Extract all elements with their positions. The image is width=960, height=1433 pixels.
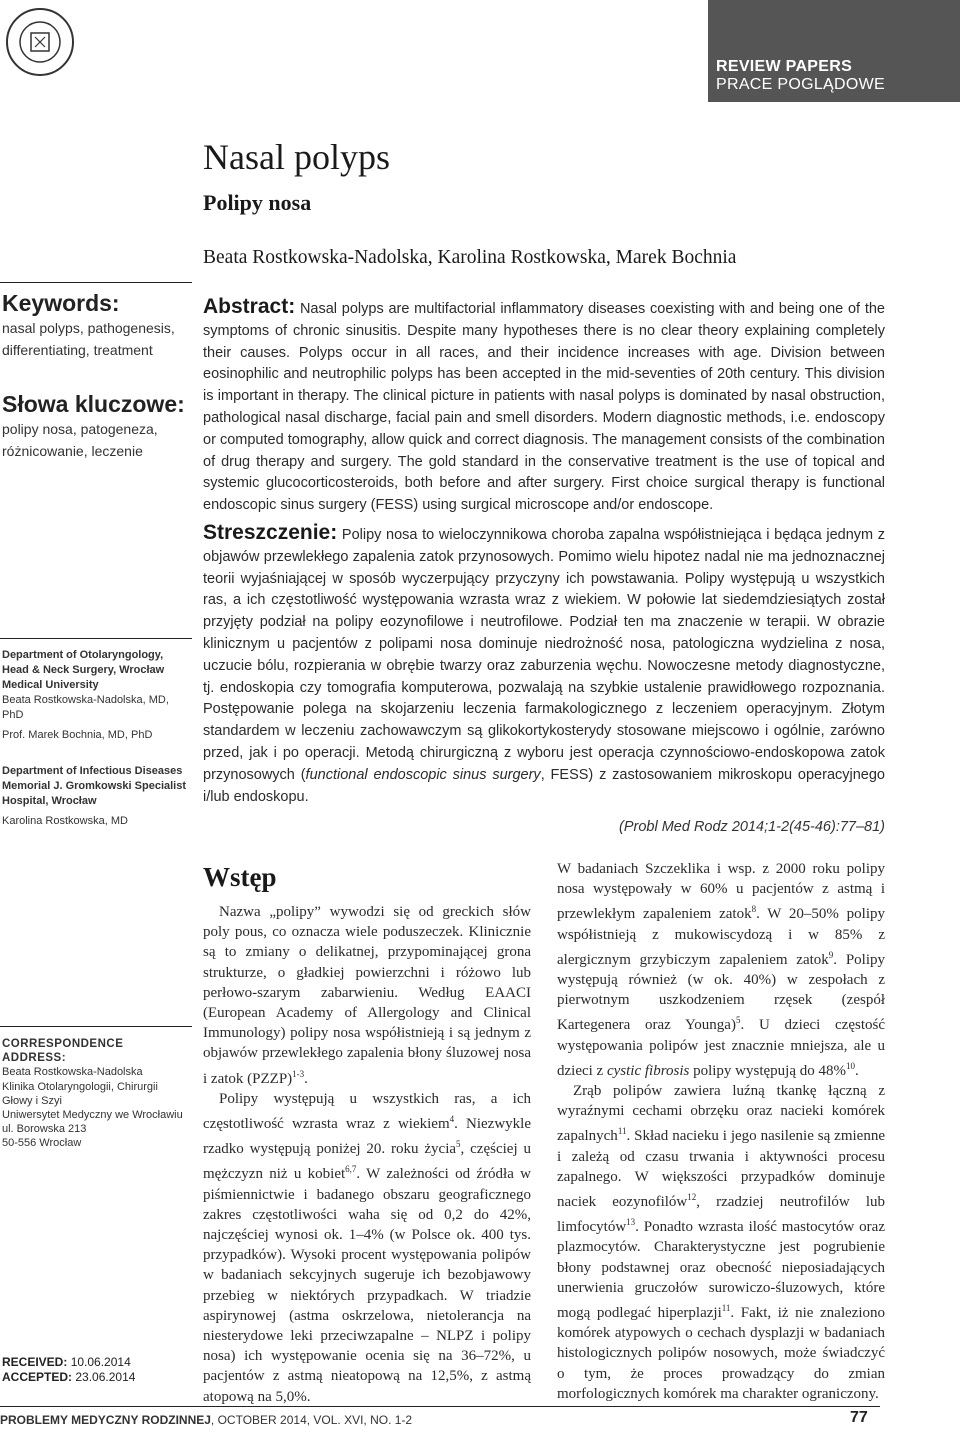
footer-divider: [0, 1406, 880, 1407]
corr-line: Klinika Otolaryngologii, Chirurgii Głowy i Szyi: [2, 1080, 158, 1107]
accepted-date: 23.06.2014: [75, 1369, 136, 1384]
affiliation-2: [2, 764, 190, 829]
sidebar-divider: [0, 1026, 192, 1027]
correspondence-label: CORRESPONDENCE ADDRESS:: [2, 1038, 124, 1065]
corr-line: 50-556 Wrocław: [2, 1137, 82, 1150]
streszczenie-label: Streszczenie:: [203, 521, 338, 544]
abstract-block: [203, 296, 885, 517]
dept2-name: Department of Infectious Diseases Memorial J. Gromkowski Specialist Hospital, Wrocław: [2, 765, 187, 807]
streszczenie-block: [203, 522, 885, 808]
corr-line: ul. Borowska 213: [2, 1123, 87, 1136]
received-accepted-dates: [2, 1355, 135, 1384]
journal-logo: [4, 6, 76, 78]
citation: (Probl Med Rodz 2014;1-2(45-46):77–81): [619, 819, 885, 835]
body-column-2: [557, 859, 885, 1404]
correspondence-address: [2, 1037, 190, 1151]
streszczenie-text-end: , FESS) z zastosowaniem mikroskopu operacyjnego i/lub endoskopu.: [203, 766, 885, 805]
journal-footer: PROBLEMY MEDYCZNY RODZINNEJ, OCTOBER 2014, VOL. XVI, NO. 1-2: [0, 1413, 413, 1427]
dept1-person-2: Prof. Marek Bochnia, MD, PhD: [2, 729, 153, 741]
streszczenie-text: Polipy nosa to wieloczynnikowa choroba zapalna współistniejąca i będąca jednym z objawów przewlekłego zapalenia zatok przynosowych. Pomimo wielu hipotez nadal nie ma jednoznacznej teorii wyjaśniającej w sposób wyczerpujący przyczyny ich powstawania. Polipy występują u wszystkich ras, a ich częstotliwość występowania wzrasta wraz z wiekiem. W połowie lat siedemdziesiątych został przyjęty podział na polipy eozynofilowe i neutrofilowe. Podział ten ma znaczenie w terapii. W obrazie klinicznym u pacjentów z polipami nosa dominuje niedrożność nosa, patologiczna wydzielina z nosa, uczucie bólu, rozpierania w obrębie twarzy oraz zaburzenia węchu. Nowoczesne metody diagnostyczne, tj. endoskopia czy tomografia komputerowa, pozwalają na szybkie ustalenie prawidłowego rozpoznania. Postępowanie polega na skojarzeniu leczenia farmakologicznego z leczeniem operacyjnym. Złotym standardem w leczeniu zachowawczym są glikokortykosterydy stosowane miejscowo i ogólnie, zarówno przed, jak i po operacji. Metodą chirurgiczną z wyboru jest operacja czynnościowo-endoskopowa zatok przynosowych (: [203, 527, 886, 783]
section-tag-pl: PRACE POGLĄDOWE: [716, 76, 885, 93]
body-column-1: [203, 902, 531, 1407]
slowa-list: polipy nosa, patogeneza, różnicowanie, leczenie: [2, 421, 158, 459]
dept1-person-1: Beata Rostkowska-Nadolska, MD, PhD: [2, 694, 169, 721]
abstract-label: Abstract:: [203, 295, 296, 318]
paragraph: Zrąb polipów zawiera luźną tkankę łączną z wyraźnymi cechami obrzęku oraz nacieki komórek zapalnych$^{11}$. Skład nacieku i jego nasilenie są zmienne i zależą od czasu trwania i aktywności procesu zapalnego. W większości przypadków dominuje naciek eozynofilów$^{12}$, rzadziej neutrofilów lub limfocytów$^{13}$. Ponadto wzrasta ilość mastocytów oraz plazmocytów. Charakterystyczne jest pogrubienie błony podstawnej oraz obecność nieposiadających unerwienia gruczołów surowiczo-śluzowych, które mogą podlegać hiperplazji$^{11}$. Fakt, iż nie znaleziono komórek atypowych o cechach dysplazji w badaniach histologicznych polipów nosowych, może świadczyć o tym, że proces prowadzący do zmian morfologicznych komórek ma charakter ograniczony.: [557, 1083, 885, 1402]
section-heading-wstep: Wstęp: [203, 862, 277, 892]
keywords-label: Keywords:: [2, 290, 120, 316]
corr-line: Uniwersytet Medyczny we Wrocławiu: [2, 1109, 183, 1122]
corr-line: Beata Rostkowska-Nadolska: [2, 1066, 143, 1079]
paragraph: Polipy występują u wszystkich ras, a ich częstotliwość wzrasta wraz z wiekiem$^4$. Niezwykle rzadko występują poniżej 20. roku życia$^5$, częściej u mężczyzn niż u kobiet$^{6,7}$. W zależności od źródła w piśmiennictwie i badanego obszaru geograficznego zakres częstotliwości waha się od 0,2 do 42%, najczęściej wynosi ok. 1–4% (w Polsce ok. 400 tys. przypadków). Wysoki procent występowania polipów w badaniach sekcyjnych sugeruje ich bezobjawowy przebieg w niektórych przypadkach. W triadzie aspirynowej (astma oskrzelowa, nietolerancja na niesterydowe leki przeciwzapalne – NLPZ i polipy nosa) ich występowanie ocenia się na 36–72%, u pacjentów z astmą nieatopową na 12,5%, z astmą atopową na 5,0%.: [203, 1090, 531, 1405]
page-number: 77: [850, 1409, 868, 1426]
received-date: 10.06.2014: [70, 1355, 131, 1369]
received-label: RECEIVED:: [2, 1355, 68, 1369]
sidebar-divider: [0, 638, 192, 639]
article-authors: Beata Rostkowska-Nadolska, Karolina Rostkowska, Marek Bochnia: [203, 247, 737, 268]
paragraph: W badaniach Szczeklika i wsp. z 2000 roku polipy nosa występowały w 60% u pacjentów z astmą i przewlekłym zapaleniem zatok$^8$. W 20–50% polipy współistnieją z mukowiscydozą i w 85% z alergicznym grzybiczym zapaleniem zatok$^9$. Polipy występują również (w ok. 40%) w zespołach z pierwotnym uszkodzeniem rzęsek (zespół Kartegenera oraz Younga)$^5$. U dzieci częstość występowania polipów jest znacznie mniejsza, ale u dzieci z cystic fibrosis polipy występują do 48%$^{10}$.: [557, 861, 886, 1079]
affiliation-1: [2, 648, 190, 743]
abstract-text: Nasal polyps are multifactorial inflammatory diseases coexisting with and being one of the symptoms of chronic sinusitis. Despite many hypotheses there is no clear theory explaining completely their causes. Polyps occur in all races, and their incidence increases with age. Division between eosinophilic and neutrophilic polyps has been accepted in the mid-seventies of 20th century. This division is important in therapy. The clinical picture in patients with nasal polyps is dominated by nasal obstruction, pathological nasal discharge, facial pain and smell disorders. Modern diagnostic methods, i.e. endoscopy or computed tomography, allow quick and correct diagnosis. The management consists of the combination of drug therapy and surgery. The gold standard in the conservative treatment is the use of topical and systemic glucocorticosteroids, both before and after surgery. First choice surgical therapy is functional endoscopic sinus surgery (FESS) using surgical microscope and/or endoscope.: [203, 301, 885, 514]
sidebar-divider: [0, 282, 192, 283]
slowa-label: Słowa kluczowe:: [2, 391, 185, 417]
accepted-label: ACCEPTED:: [2, 1369, 73, 1384]
dept2-person: Karolina Rostkowska, MD: [2, 815, 128, 827]
article-subtitle: Polipy nosa: [203, 190, 312, 215]
streszczenie-italic: functional endoscopic sinus surgery: [305, 766, 541, 783]
keywords-list: nasal polyps, pathogenesis, differentiating, treatment: [2, 320, 175, 358]
article-title: Nasal polyps: [203, 137, 390, 177]
dept1-name: Department of Otolaryngology, Head & Neck Surgery, Wrocław Medical University: [2, 649, 165, 691]
paragraph: Nazwa „polipy” wywodzi się od greckich słów poly pous, co oznacza wiele poduszeczek. Klinicznie są to zmiany o delikatnej, przypominającej grona strukturze, o gładkiej powierzchni i różowo lub perłowo-szarym zabarwieniu. Według EAACI (European Academy of Allergology and Clinical Immunology) polipy nosa współistnieją i są jednym z objawów przewlekłego zapalenia błony śluzowej nosa i zatok (PZZP)$^{1-3}$.: [203, 904, 531, 1087]
section-tag-en: REVIEW PAPERS: [716, 58, 853, 75]
